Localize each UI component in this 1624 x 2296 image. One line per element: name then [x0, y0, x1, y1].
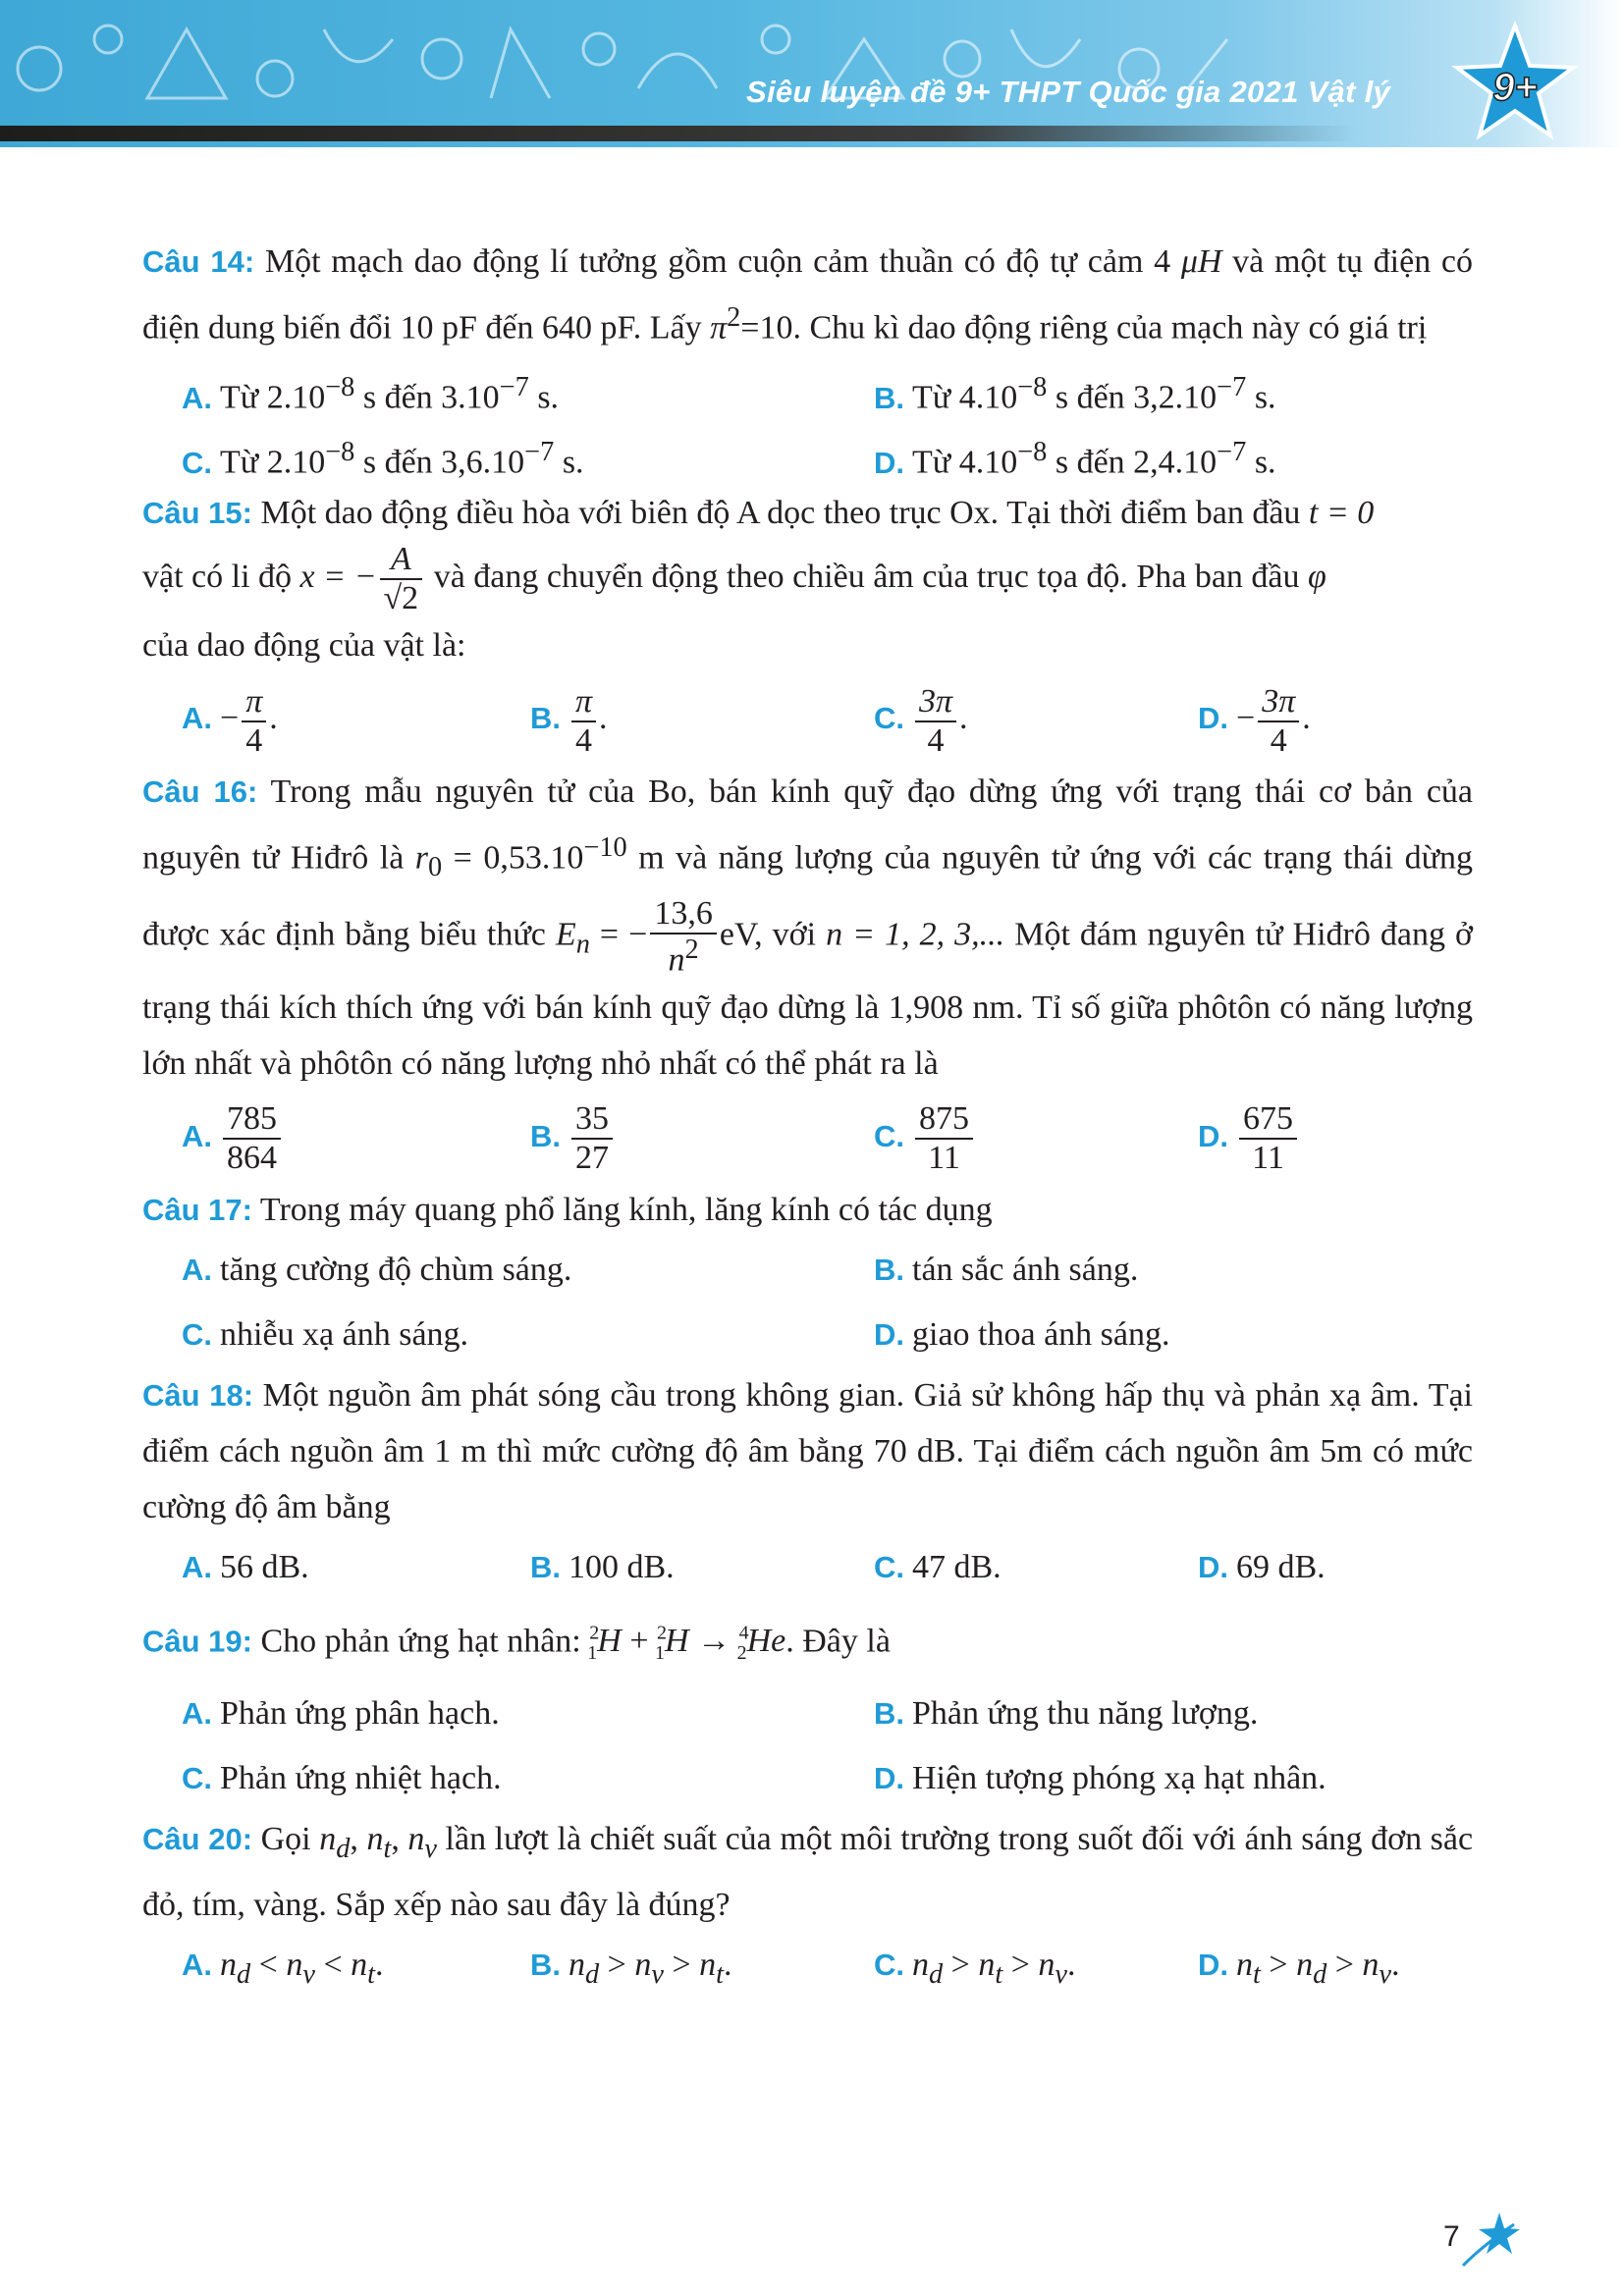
question-label: Câu 18:	[142, 1377, 254, 1413]
question-text: lần lượt là chiết suất của một môi trường trong suốt đối với ánh sáng đơn sắc đỏ, tím, vàng. Sắp xếp nào sau đây là đúng?	[142, 1820, 1474, 1923]
subscript: n	[575, 929, 590, 960]
option-d[interactable]: D. $\frac{675}{11}$	[1198, 1092, 1300, 1182]
question-15	[142, 485, 1473, 673]
options-row	[142, 1092, 1473, 1182]
question-label: Câu 17:	[142, 1192, 252, 1227]
option-b[interactable]: B. $\frac{\pi}{4}$ .	[530, 682, 608, 759]
question-text: Trong mẫu nguyên tử của Bo, bán kính quỹ đạo dừng ứng với trạng thái cơ bản của nguyên tử Hiđrô là	[142, 774, 1474, 877]
option-c[interactable]: C. 47 dB.	[874, 1548, 1001, 1585]
math-symbol: E	[555, 916, 576, 953]
star-badge-icon	[1451, 22, 1579, 147]
question-text: =10. Chu kì dao động riêng của mạch này có giá trị	[740, 309, 1428, 347]
math-symbol: φ	[1308, 559, 1326, 596]
question-20	[142, 1811, 1473, 1933]
question-text: vật có li độ	[142, 559, 300, 596]
option-b[interactable]: B. tán sắc ánh sáng.	[874, 1251, 1139, 1288]
option-a[interactable]: A. $\frac{785}{864}$	[182, 1092, 284, 1182]
option-d[interactable]: D. giao thoa ánh sáng.	[874, 1315, 1170, 1353]
badge-text: 9+	[1492, 66, 1538, 109]
question-text: Một mạch dao động lí tưởng gồm cuộn cảm thuần có độ tự cảm 4	[264, 243, 1181, 280]
question-text: Một đám nguyên tử Hiđrô đang ở trạng thái kích thích ứng với bán kính quỹ đạo dừng là 1,908 nm. Tỉ số giữa phôtôn có năng lượng lớn nhất và phôtôn có năng lượng nhỏ nhất có thể phát ra là	[142, 916, 1473, 1082]
option-c[interactable]: C. $\frac{3\pi}{4}$ .	[874, 682, 968, 759]
option-b[interactable]: B. 100 dB.	[530, 1548, 675, 1585]
question-text: Một dao động điều hòa với biên độ A dọc theo trục Ox. Tại thời điểm ban đầu	[260, 495, 1309, 532]
option-a[interactable]: A. − $\frac{\pi}{4}$ .	[182, 682, 278, 759]
question-text: eV, với	[719, 916, 827, 953]
option-d[interactable]: D. 69 dB.	[1198, 1548, 1326, 1585]
header-banner	[0, 0, 1624, 147]
question-label: Câu 19:	[142, 1624, 252, 1659]
math-value: = 0,53.10	[442, 839, 584, 877]
option-a[interactable]: A. 56 dB.	[182, 1548, 309, 1585]
option-a[interactable]: A. tăng cường độ chùm sáng.	[182, 1251, 572, 1288]
options-row	[142, 1933, 1473, 1998]
options-row	[142, 1682, 1473, 1746]
options-row	[142, 420, 1473, 485]
subscript: 0	[428, 852, 443, 883]
question-text: . Đây là	[785, 1623, 891, 1660]
option-b[interactable]: B. $\frac{35}{27}$	[530, 1092, 616, 1182]
question-text: m và năng lượng của nguyên tử ứng với các trạng thái dừng được xác định bằng biểu thức	[142, 839, 1473, 953]
math-expression: n = 1, 2, 3,...	[826, 916, 1005, 953]
question-16	[142, 764, 1473, 1091]
option-b[interactable]: B. Từ $4.10^{-8}$ s đến $3,2.10^{-7}$ s.	[874, 372, 1276, 416]
question-list	[142, 234, 1473, 1998]
option-c[interactable]: C. $\frac{875}{11}$	[874, 1092, 976, 1182]
question-19	[142, 1606, 1473, 1682]
math-expression: x = −	[299, 559, 377, 596]
refractive-indices: $n_d$, $n_t$, $n_v$	[319, 1820, 437, 1864]
option-d[interactable]: D. $n_t > n_d > n_v$.	[1198, 1946, 1400, 1990]
option-d[interactable]: D. Hiện tượng phóng xạ hạt nhân.	[874, 1759, 1326, 1796]
options-row	[142, 673, 1473, 764]
question-text: Gọi	[260, 1820, 320, 1857]
question-text: Trong máy quang phổ lăng kính, lăng kính có tác dụng	[259, 1191, 993, 1228]
question-18	[142, 1367, 1473, 1535]
option-b[interactable]: B. Phản ứng thu năng lượng.	[874, 1694, 1259, 1732]
question-label: Câu 15:	[142, 496, 252, 531]
question-label: Câu 16:	[142, 774, 258, 810]
fraction: $\frac{13,6}{n^2}$	[650, 895, 717, 979]
option-a[interactable]: A. Phản ứng phân hạch.	[182, 1694, 500, 1732]
page-number: 7	[1443, 2220, 1460, 2253]
options-row	[142, 355, 1473, 420]
exponent: 2	[727, 302, 741, 333]
options-row	[142, 1238, 1473, 1303]
question-17	[142, 1182, 1473, 1238]
options-row	[142, 1303, 1473, 1367]
header-stripe	[0, 126, 1355, 141]
option-c[interactable]: C. Từ $2.10^{-8}$ s đến $3,6.10^{-7}$ s.	[182, 437, 584, 481]
option-d[interactable]: D. Từ $4.10^{-8}$ s đến $2,4.10^{-7}$ s.	[874, 437, 1276, 481]
question-14	[142, 234, 1473, 355]
question-text: Một nguồn âm phát sóng cầu trong không gian. Giả sử không hấp thụ và phản xạ âm. Tại điểm cách nguồn âm 1 m thì mức cường độ âm bằng 70 dB. Tại điểm cách nguồn âm 5m có mức cường độ âm bằng	[142, 1376, 1473, 1525]
option-c[interactable]: C. Phản ứng nhiệt hạch.	[182, 1759, 502, 1796]
option-b[interactable]: B. $n_d > n_v > n_t$.	[530, 1946, 732, 1990]
question-text: và một tụ điện có điện dung biến đổi 10 pF đến 640 pF. Lấy	[142, 243, 1474, 347]
option-c[interactable]: C. $n_d > n_t > n_v$.	[874, 1946, 1076, 1990]
fraction: $\frac{A}{√2}$	[380, 541, 423, 617]
nuclear-reaction: $^2_1$H + $^2_1$H → $^4_2$He	[587, 1622, 786, 1664]
options-row	[142, 1535, 1473, 1600]
math-symbol: r	[414, 839, 429, 877]
question-text: và đang chuyển động theo chiều âm của trục tọa độ. Pha ban đầu	[425, 559, 1309, 596]
math-value: = −	[589, 916, 648, 953]
option-a[interactable]: A. $n_d < n_v < n_t$.	[182, 1946, 384, 1990]
exponent: −10	[583, 832, 627, 864]
math-symbol: π	[710, 309, 728, 347]
option-a[interactable]: A. Từ $2.10^{-8}$ s đến $3.10^{-7}$ s.	[182, 372, 560, 416]
question-text: Cho phản ứng hạt nhân:	[260, 1623, 590, 1660]
header-title: Siêu luyện đề 9+ THPT Quốc gia 2021 Vật lý	[746, 75, 1391, 109]
page-star-icon	[1455, 2205, 1524, 2273]
math-expression: t = 0	[1308, 495, 1375, 532]
question-label: Câu 20:	[142, 1821, 253, 1856]
option-d[interactable]: D. − $\frac{3\pi}{4}$ .	[1198, 682, 1311, 759]
unit: μH	[1180, 243, 1222, 280]
question-text: của dao động của vật là:	[142, 627, 466, 665]
question-label: Câu 14:	[142, 244, 255, 279]
options-row	[142, 1746, 1473, 1811]
option-c[interactable]: C. nhiễu xạ ánh sáng.	[182, 1315, 469, 1353]
